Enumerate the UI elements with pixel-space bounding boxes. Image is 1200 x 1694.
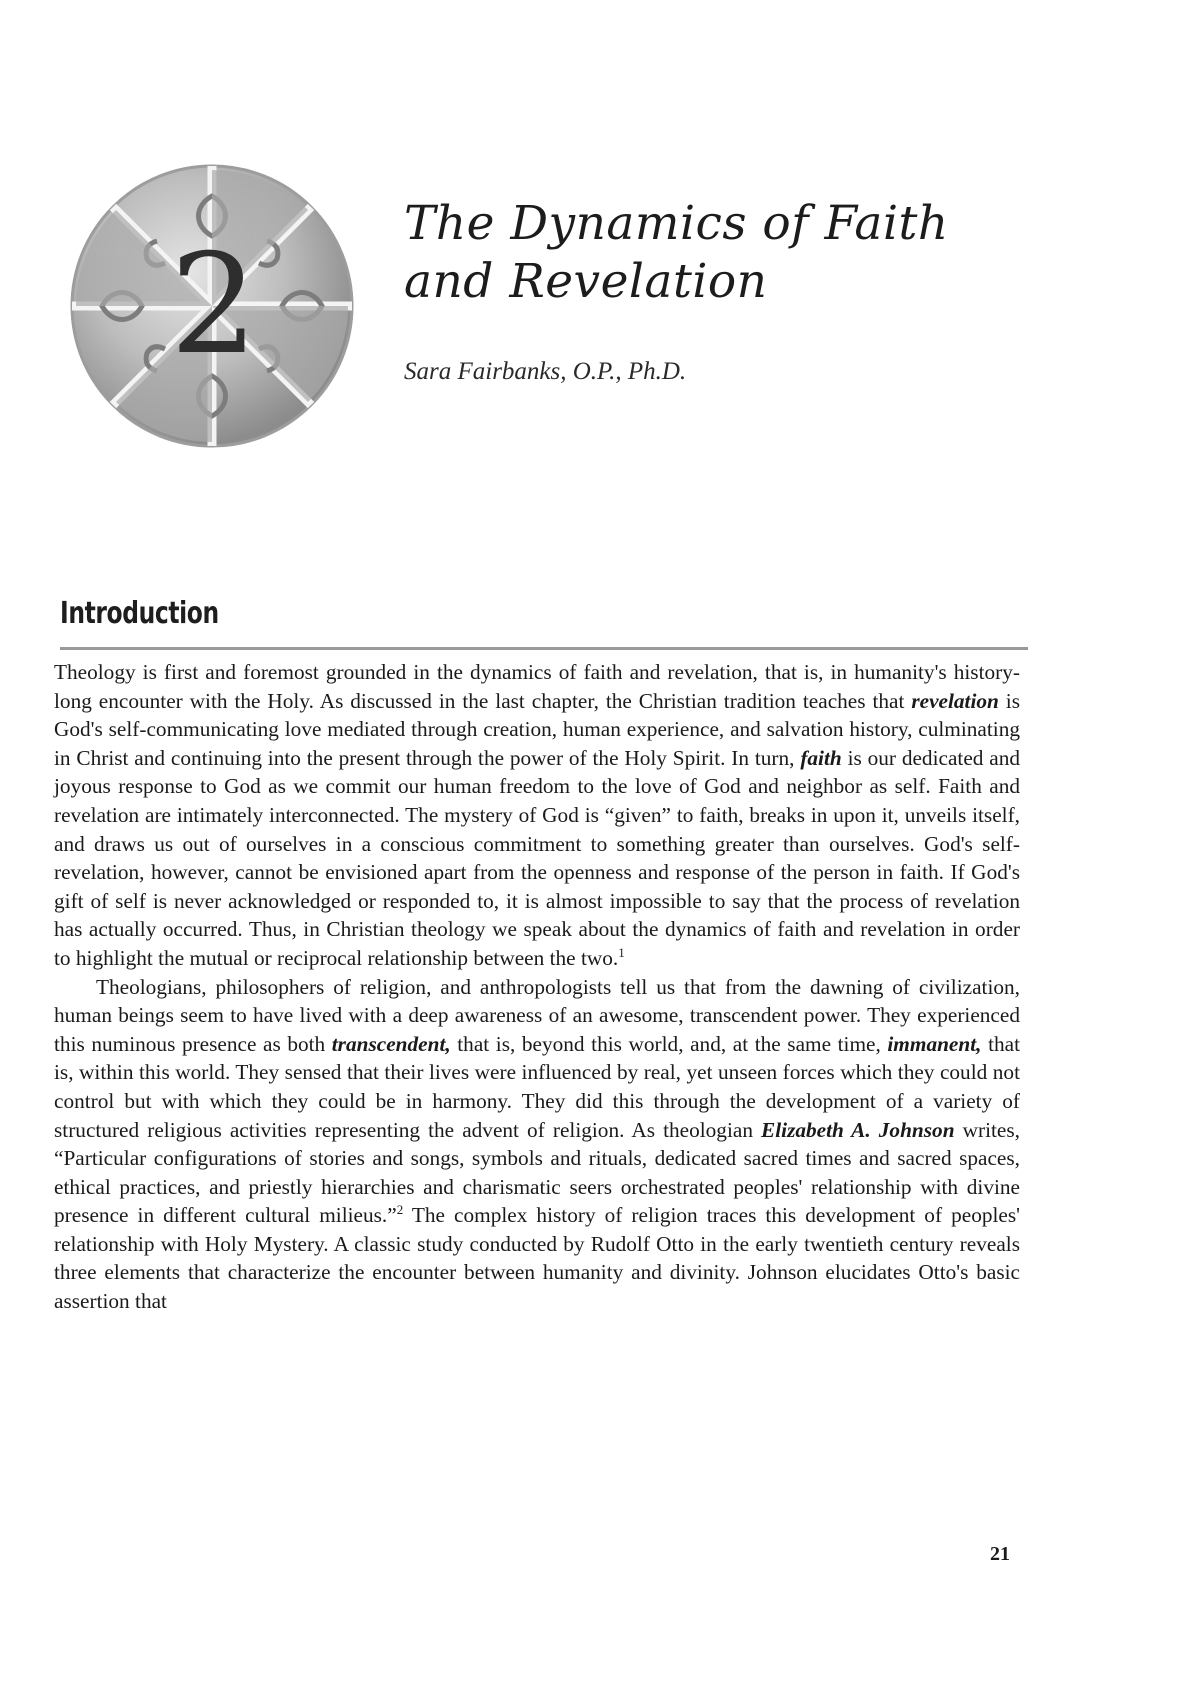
paragraph-2-text-a: Theologians, philosophers of religion, and anthropologists tell us that from the dawning of civilization, human beings seem to have lived with a deep awareness of an awesome, transcendent power. They experienced this numinous presence as both xyxy=(54,974,1020,1056)
term-transcendent: transcendent, xyxy=(331,1031,451,1056)
paragraph-2-text-d: writes, “Particular configurations of stories and songs, symbols and rituals, dedicated sacred times and sacred spaces, ethical practices, and priestly hierarchies and charismatic seers orchestrated peoples' relationship with divine presence in different cultural milieus.” xyxy=(54,1117,1020,1228)
paragraph-2 xyxy=(54,973,1020,1316)
term-faith: faith xyxy=(800,745,842,770)
chapter-title-line-1: The Dynamics of Faith xyxy=(404,196,949,251)
term-revelation: revelation xyxy=(911,688,999,713)
term-elizabeth-johnson: Elizabeth A. Johnson xyxy=(761,1117,955,1142)
section-divider xyxy=(60,647,1028,650)
paragraph-1 xyxy=(54,658,1020,973)
chapter-title-line-2: and Revelation xyxy=(404,254,768,309)
paragraph-2-text-e: The complex history of religion traces this development of peoples' relationship with Holy Mystery. A classic study conducted by Rudolf Otto in the early twentieth century reveals three elements that characterize the encounter between humanity and divinity. Johnson elucidates Otto's basic assertion that xyxy=(54,1203,1020,1314)
footnote-ref-2: 2 xyxy=(396,1202,404,1218)
body-text xyxy=(54,658,1020,1316)
paragraph-1-text-a: Theology is first and foremost grounded in the dynamics of faith and revelation, that is, in humanity's history-long encounter with the Holy. As discussed in the last chapter, the Christian tradition teaches that xyxy=(54,660,1020,713)
paragraph-2-text-c: that is, within this world. They sensed that their lives were influenced by real, yet unseen forces which they could not control but with which they could be in harmony. They did this through the development of a variety of structured religious activities representing the advent of religion. As theologian xyxy=(54,1031,1020,1142)
chapter-author: Sara Fairbanks, O.P., Ph.D. xyxy=(404,358,687,385)
section-heading: Introduction xyxy=(60,596,219,631)
page-number: 21 xyxy=(990,1543,1010,1565)
chapter-title xyxy=(404,195,949,311)
chapter-emblem xyxy=(62,156,362,456)
paragraph-1-text-b: is God's self-communicating love mediated through creation, human experience, and salvation history, culminating in Christ and continuing into the present through the power of the Holy Spirit. In turn, xyxy=(54,688,1021,770)
paragraph-1-text-c: is our dedicated and joyous response to God as we commit our human freedom to the love of God and neighbor as self. Faith and revelation are intimately interconnected. The mystery of God is “given” to faith, breaks in upon it, unveils itself, and draws us out of ourselves in a conscious commitment to something greater than ourselves. God's self-revelation, however, cannot be envisioned apart from the openness and response of the person in faith. If God's gift of self is never acknowledged or responded to, it is almost impossible to say that the process of revelation has actually occurred. Thus, in Christian theology we speak about the dynamics of faith and revelation in order to highlight the mutual or reciprocal relationship between the two. xyxy=(54,745,1020,970)
term-immanent: immanent, xyxy=(887,1031,982,1056)
emblem-medallion-icon xyxy=(62,156,362,456)
paragraph-2-text-b: that is, beyond this world, and, at the same time, xyxy=(450,1031,888,1056)
footnote-ref-1: 1 xyxy=(618,944,625,960)
chapter-number: 2 xyxy=(170,224,258,385)
